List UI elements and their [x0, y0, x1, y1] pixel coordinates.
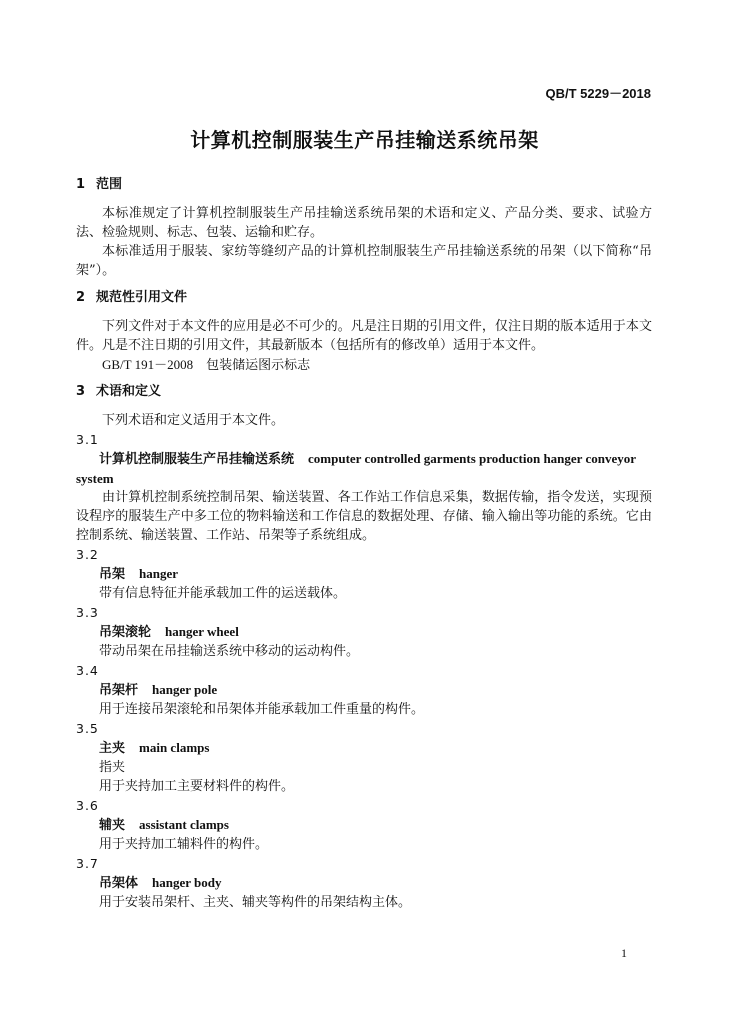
section-title: 术语和定义	[96, 384, 162, 399]
term-cn: 吊架杆	[99, 683, 139, 698]
term-cn: 主夹	[99, 741, 126, 756]
term-definition: 用于夹持加工辅料件的构件。	[99, 837, 269, 852]
term-cn: 吊架	[99, 567, 126, 582]
term-en: main clamps	[139, 740, 210, 755]
term-definition: 带动吊架在吊挂输送系统中移动的运动构件。	[99, 644, 360, 659]
term-entry	[76, 680, 652, 700]
term-cn: 吊架滚轮	[99, 625, 152, 640]
term-entry	[76, 622, 652, 642]
term-alternative: 指夹	[99, 760, 126, 775]
term-definition: 用于夹持加工主要材料件的构件。	[99, 779, 295, 794]
document-body	[76, 175, 652, 912]
term-entry	[76, 449, 652, 469]
term-definition: 带有信息特征并能承载加工件的运送载体。	[99, 586, 347, 601]
reference-item: GB/T 191－2008 包装储运图示标志	[102, 357, 311, 372]
term-number: 3.4	[76, 663, 99, 678]
term-en: assistant clamps	[139, 817, 229, 832]
term-number: 3.5	[76, 721, 99, 736]
section-heading-normative-references	[76, 288, 652, 307]
term-entry	[76, 815, 652, 835]
term-definition: 用于安装吊架杆、主夹、辅夹等构件的吊架结构主体。	[99, 895, 412, 910]
term-number: 3.6	[76, 798, 99, 813]
term-entry	[76, 738, 652, 758]
section-heading-scope	[76, 175, 652, 194]
term-en: hanger body	[152, 875, 222, 890]
term-entry	[76, 873, 652, 893]
term-definition: 由计算机控制系统控制吊架、输送装置、各工作站工作信息采集，数据传输，指令发送，实现预设程序的服装生产中多工位的物料输送和工作信息的数据处理、存储、输入输出等功能的系统。它由控制系统、输送装置、工作站、吊架等子系统组成。	[76, 490, 652, 543]
term-cn: 计算机控制服装生产吊挂输送系统	[99, 452, 295, 467]
term-en: hanger	[139, 566, 179, 581]
term-cn: 吊架体	[99, 876, 139, 891]
section-heading-terms-definitions	[76, 382, 652, 401]
term-en: computer controlled garments production hanger conveyor	[308, 451, 637, 466]
term-entry	[76, 564, 652, 584]
section-title: 范围	[96, 177, 123, 192]
term-en: hanger pole	[152, 682, 218, 697]
page-number: 1	[621, 946, 627, 960]
standard-code: QB/T 5229－2018	[545, 86, 651, 101]
section-number: 3	[76, 384, 86, 399]
term-number: 3.7	[76, 856, 99, 871]
paragraph: 下列术语和定义适用于本文件。	[102, 413, 285, 428]
section-number: 2	[76, 290, 86, 305]
term-en: hanger wheel	[165, 624, 239, 639]
term-number: 3.1	[76, 432, 99, 447]
section-number: 1	[76, 177, 86, 192]
section-title: 规范性引用文件	[96, 290, 188, 305]
document-title: 计算机控制服装生产吊挂输送系统吊架	[190, 128, 539, 152]
paragraph: 本标准规定了计算机控制服装生产吊挂输送系统吊架的术语和定义、产品分类、要求、试验方法、检验规则、标志、包装、运输和贮存。	[76, 206, 652, 240]
term-cn: 辅夹	[99, 818, 126, 833]
term-number: 3.3	[76, 605, 99, 620]
term-definition: 用于连接吊架滚轮和吊架体并能承载加工件重量的构件。	[99, 702, 425, 717]
term-en-continued: system	[76, 471, 114, 486]
paragraph: 下列文件对于本文件的应用是必不可少的。凡是注日期的引用文件，仅注日期的版本适用于本文件。凡是不注日期的引用文件，其最新版本（包括所有的修改单）适用于本文件。	[76, 319, 652, 353]
paragraph: 本标准适用于服装、家纺等缝纫产品的计算机控制服装生产吊挂输送系统的吊架（以下简称“吊架”）。	[76, 244, 652, 278]
term-number: 3.2	[76, 547, 99, 562]
